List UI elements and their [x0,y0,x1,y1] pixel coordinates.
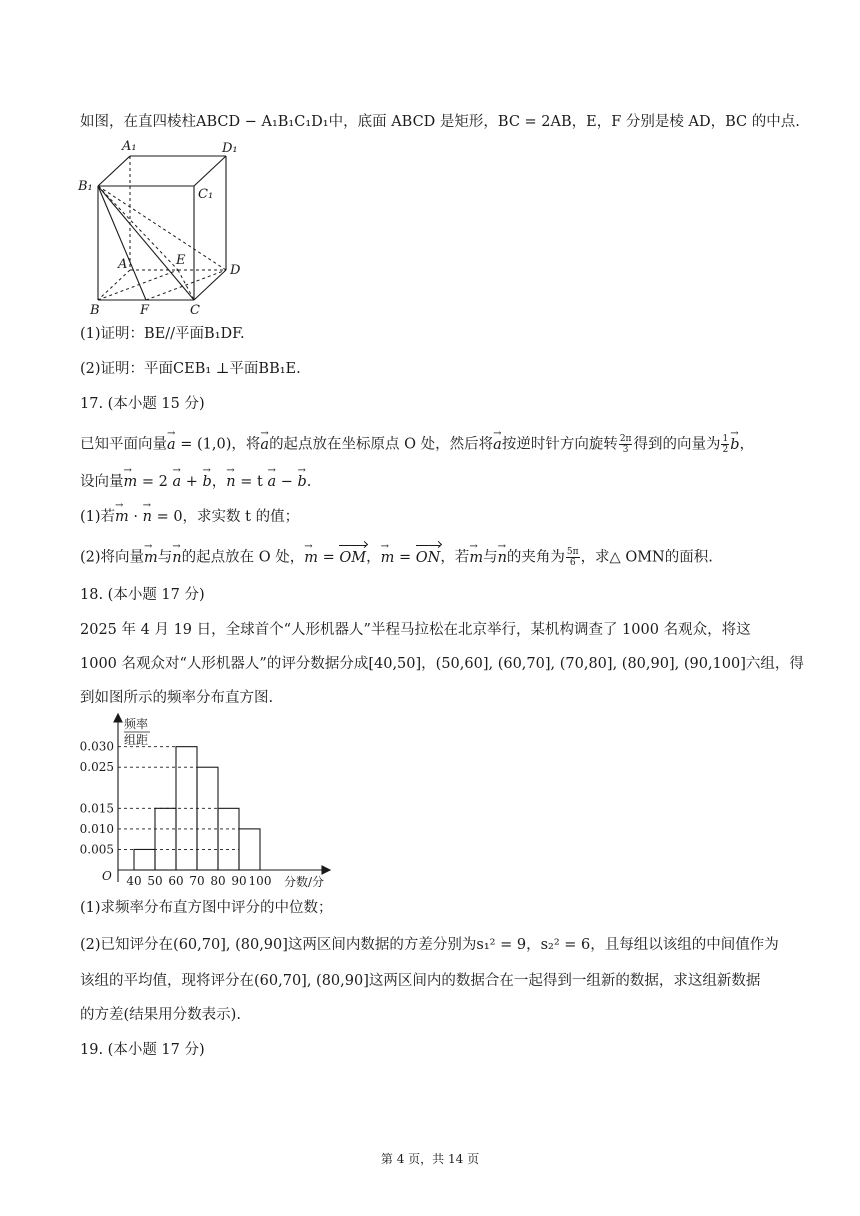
half-fraction: $\frac{1}{2}$ [722,434,729,455]
q18-part2-line2: 该组的平均值，现将评分在(60,70], (80,90]这两区间内的数据合在一起得到一组新的数据，求这组新数据 [80,973,761,989]
q18-part2-line3: 的方差(结果用分数表示). [80,1007,241,1023]
label-A1: A₁ [122,139,137,154]
label-B: B [90,303,100,316]
y-axis-arrow [114,714,122,722]
histogram-chart [76,712,336,892]
q18-line3: 到如图所示的频率分布直方图. [80,690,274,706]
label-B1: B₁ [78,179,93,194]
y-axis-label-top: 频率 [124,717,149,731]
q18-line1: 2025 年 4 月 19 日，全球首个“人形机器人”半程马拉松在北京举行，某机构调查了 1000 名观众，将这 [80,622,751,638]
histogram-bar [239,829,260,870]
page-footer: 第 4 页，共 14 页 [380,1152,480,1166]
histogram-bar [218,808,239,870]
x-tick-label: 60 [168,874,184,888]
x-tick-label: 50 [147,874,163,888]
problem-16-intro: 如图，在直四棱柱ABCD − A₁B₁C₁D₁中，底面 ABCD 是矩形，BC = 2AB，E，F 分别是棱 AD，BC 的中点. [80,114,800,130]
prism-figure [78,136,278,316]
q17-line1: 已知平面向量→ a = (1,0)，将→ a的起点放在坐标原点 O 处，然后将→ a按逆时针方向旋转 $\frac{2\pi}{3}$ 得到的向量为 $\frac{1}{2}$ → b， [80,434,754,455]
y-tick-label: 0.015 [79,801,114,816]
origin-label: O [102,869,112,883]
q18-line2: 1000 名观众对“人形机器人”的评分数据分成[40,50]，(50,60], (60,70], (70,80], (80,90], (90,100]六组，得 [80,656,804,672]
q18-part1: (1)求频率分布直方图中评分的中位数； [80,900,333,916]
y-tick-label: 0.005 [79,842,114,857]
y-axis-label-bottom: 组距 [124,733,149,747]
q19-header: 19. (本小题 17 分) [80,1042,205,1058]
x-tick-label: 100 [248,874,272,888]
q17-part1: (1)若→ m · → n = 0，求实数 t 的值； [80,507,299,527]
label-D: D [230,263,241,278]
x-tick-label: 40 [126,874,142,888]
angle-fraction: $\frac{5\pi}{6}$ [566,547,579,568]
label-E: E [176,253,186,268]
histogram-bar [134,849,155,870]
label-F: F [140,303,150,316]
q17-line2: 设向量→ m = 2 → a + → b，→ n = t → a − → b. [80,472,311,492]
x-tick-label: 90 [231,874,247,888]
q18-header: 18. (本小题 17 分) [80,587,205,603]
label-A: A [118,257,128,272]
label-D1: D₁ [222,141,238,156]
q18-part2-line1: (2)已知评分在(60,70], (80,90]这两区间内数据的方差分别为s₁² = 9，s₂² = 6，且每组以该组的中间值作为 [80,937,779,953]
q17-header: 17. (本小题 15 分) [80,396,205,412]
label-C: C [190,303,200,316]
y-tick-label: 0.010 [79,821,114,836]
q16-part2: (2)证明：平面CEB₁ ⊥平面BB₁E. [80,361,301,377]
x-axis-label: 分数/分 [284,875,325,889]
x-tick-label: 80 [210,874,226,888]
x-axis-arrow [322,866,330,874]
rotation-fraction: $\frac{2\pi}{3}$ [619,434,632,455]
label-C1: C₁ [198,187,214,202]
histogram-bar [197,767,218,870]
histogram-bar [155,808,176,870]
y-tick-label: 0.030 [79,739,114,754]
y-tick-label: 0.025 [79,760,114,775]
q16-part1: (1)证明：BE//平面B₁DF. [80,326,245,342]
q17-part2: (2)将向量→ m与→ n的起点放在 O 处，→ m = OM，→ m = ON，若→ m与→ n的夹角为 $\frac{5\pi}{6}$ ，求△ OMN的面积. [80,547,713,568]
x-tick-label: 70 [189,874,205,888]
